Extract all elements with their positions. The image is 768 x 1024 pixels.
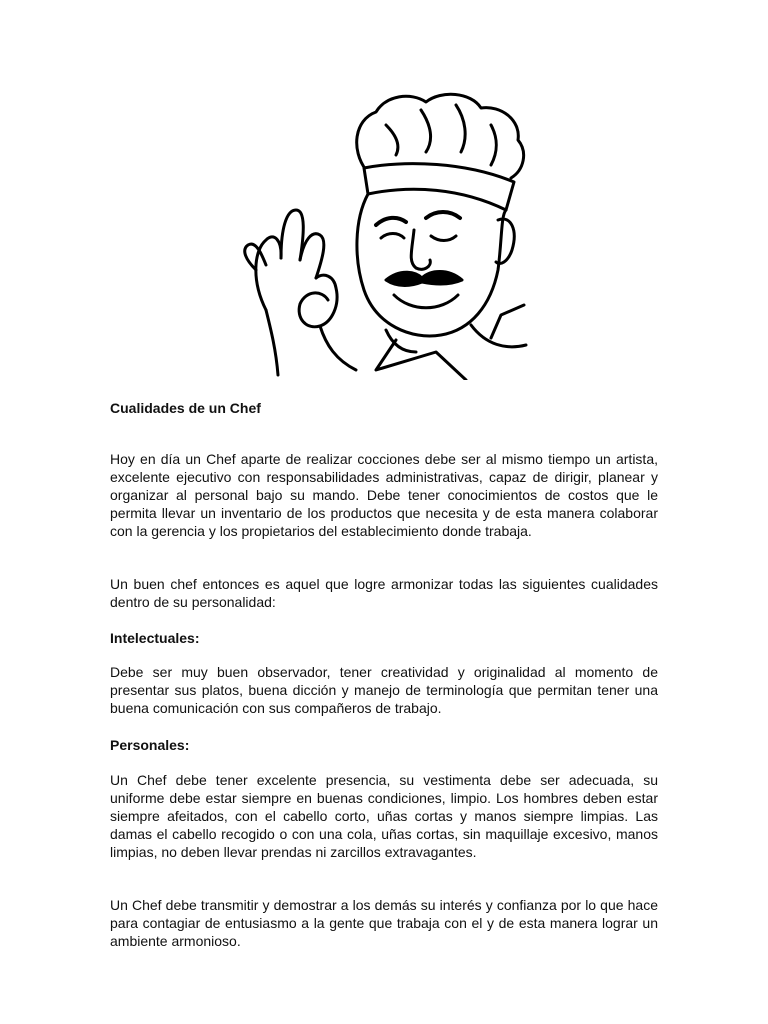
paragraph-personales: Un Chef debe tener excelente presencia, su vestimenta debe ser adecuada, su uniforme debe estar siempre en buenas condiciones, limpio. Los hombres deben estar siempre afeitados, con el cabello corto, uñas cortas y manos siempre limpias. Las damas el cabello recogido o con una cola, uñas cortas, sin maquillaje excesivo, manos limpias, no deben llevar prendas ni zarcillos extravagantes. (110, 772, 658, 860)
chef-illustration-icon (236, 90, 531, 380)
paragraph-transmitir: Un Chef debe transmitir y demostrar a los demás su interés y confianza por lo que hace para contagiar de entusiasmo a la gente que trabaja con el y de esta manera lograr un ambiente armonioso. (110, 897, 658, 949)
paragraph-intelectuales: Debe ser muy buen observador, tener creatividad y originalidad al momento de presentar sus platos, buena dicción y manejo de terminología que permitan tener una buena comunicación con sus compañeros de trabajo. (110, 664, 658, 716)
paragraph-intro: Hoy en día un Chef aparte de realizar cocciones debe ser al mismo tiempo un artista, excelente ejecutivo con responsabilidades administrativas, capaz de dirigir, planear y organizar al personal bajo su mando. Debe tener conocimientos de costos que le permita llevar un inventario de los productos que necesita y de esta manera colaborar con la gerencia y los propietarios del establecimiento donde trabaja. (110, 451, 658, 539)
document-title: Cualidades de un Chef (110, 400, 261, 416)
paragraph-qualities: Un buen chef entonces es aquel que logre armonizar todas las siguientes cualidades dentro de su personalidad: (110, 576, 658, 610)
section-heading-personales: Personales: (110, 737, 190, 753)
section-heading-intelectuales: Intelectuales: (110, 630, 200, 646)
